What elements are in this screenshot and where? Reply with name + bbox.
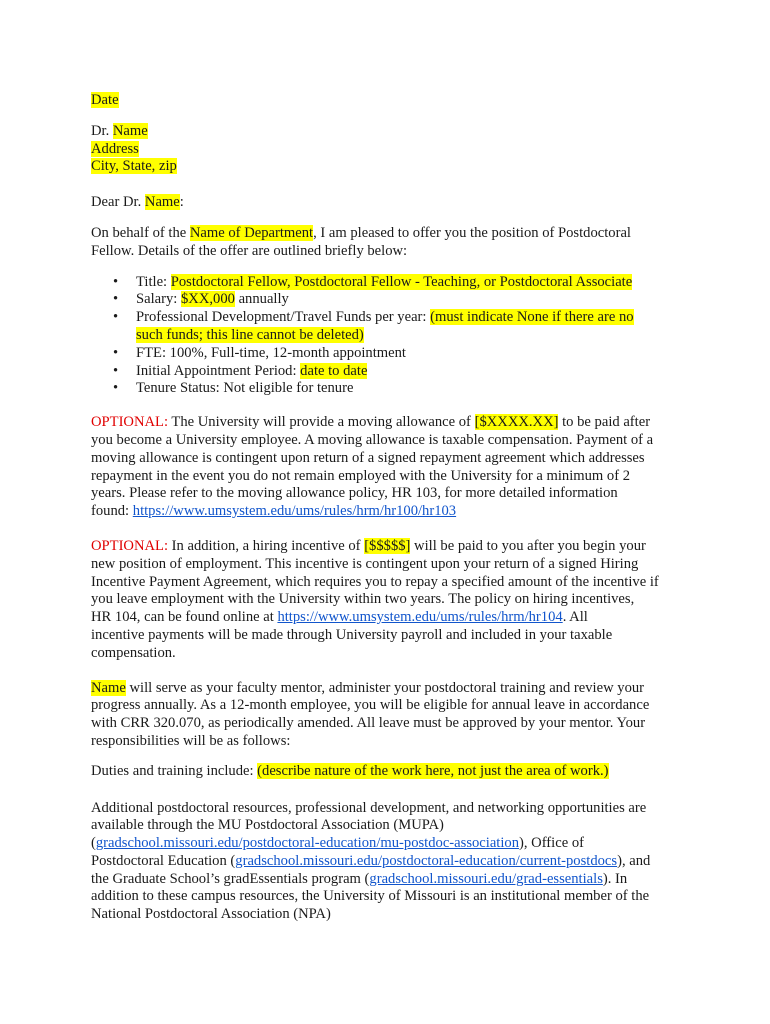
salary-label: Salary: xyxy=(136,291,181,308)
mentor-line-4: responsibilities will be as follows: xyxy=(91,732,291,749)
recipient-name: Name xyxy=(112,122,148,139)
list-item-title xyxy=(91,274,691,292)
list-item-salary xyxy=(91,291,691,309)
moving-text-a: The University will provide a moving allowance of xyxy=(168,414,475,431)
prof-dev-line-2 xyxy=(136,327,691,345)
moving-allowance-paragraph xyxy=(91,414,691,521)
resources-postdoc-ed-text: Postdoctoral Education ( xyxy=(91,852,236,869)
resources-gradessentials-text: the Graduate School’s gradEssentials program ( xyxy=(91,870,370,887)
prof-dev-label: Professional Development/Travel Funds per year: xyxy=(136,309,431,326)
moving-line-2: you become a University employee. A moving allowance is taxable compensation. Payment of a xyxy=(91,431,654,448)
intro-text-a: On behalf of the xyxy=(91,224,190,241)
intro-text-b: , I am pleased to offer you the position of Postdoctoral xyxy=(313,224,631,241)
mentor-line-3: with CRR 320.070, as periodically amended. All leave must be approved by your mentor. Your xyxy=(91,715,646,732)
salary-suffix: annually xyxy=(234,291,289,308)
resources-line-5 xyxy=(91,871,691,889)
bullet-glyph: • xyxy=(113,273,119,290)
appointment-label: Initial Appointment Period: xyxy=(136,362,301,379)
mupa-link[interactable]: gradschool.missouri.edu/postdoctoral-education/mu-postdoc-association xyxy=(95,835,520,852)
hiring-line-4: you leave employment with the University within two years. The policy on hiring incentives, xyxy=(91,591,635,608)
hiring-line-1 xyxy=(91,538,691,556)
hiring-line-3: Incentive Payment Agreement, which requires you to repay a specified amount of the incentive if xyxy=(91,573,659,590)
resources-line-1: Additional postdoctoral resources, professional development, and networking opportunities are xyxy=(91,799,647,816)
recipient-city-line xyxy=(91,158,691,176)
resources-office-text: ), Office of xyxy=(519,835,584,852)
moving-line-3: moving allowance is contingent upon return of a signed repayment agreement which addresses xyxy=(91,449,645,466)
bullet-glyph: • xyxy=(113,291,119,308)
duties-line xyxy=(91,763,691,781)
bullet-glyph: • xyxy=(113,362,119,379)
hiring-line-5 xyxy=(91,609,691,627)
recipient-block xyxy=(91,123,691,176)
list-item-prof-dev xyxy=(91,309,691,345)
fte-text: FTE: 100%, Full-time, 12-month appointment xyxy=(136,344,406,361)
tenure-text: Tenure Status: Not eligible for tenure xyxy=(136,380,354,397)
moving-text-b: to be paid after xyxy=(558,414,651,431)
offer-details-list xyxy=(91,274,691,399)
mentor-text-a: will serve as your faculty mentor, administer your postdoctoral training and review your xyxy=(125,679,645,696)
offer-letter xyxy=(91,92,691,924)
moving-line-5: years. Please refer to the moving allowance policy, HR 103, for more detailed information xyxy=(91,485,618,502)
date-placeholder: Date xyxy=(91,92,119,108)
list-item-appointment xyxy=(91,363,691,381)
intro-paragraph xyxy=(91,225,691,261)
salutation-name: Name xyxy=(144,194,180,211)
salutation-prefix: Dear Dr. xyxy=(91,194,145,211)
moving-line-6 xyxy=(91,503,691,521)
duties-label: Duties and training include: xyxy=(91,762,258,779)
recipient-address: Address xyxy=(91,140,139,157)
title-value-alternatives: , Postdoctoral Fellow - Teaching, or Postdoctoral Associate xyxy=(286,273,633,290)
salary-value: $XX,000 xyxy=(181,291,235,308)
mentor-paragraph xyxy=(91,680,691,751)
hiring-text-d: . All xyxy=(562,609,588,626)
title-value xyxy=(171,274,632,290)
salutation-colon: : xyxy=(179,194,184,211)
hiring-line-2: new position of employment. This incentive is contingent upon your return of a signed Hiring xyxy=(91,555,639,572)
resources-line-4 xyxy=(91,853,691,871)
date-line xyxy=(91,92,691,110)
hiring-incentive-paragraph xyxy=(91,538,691,663)
appointment-value: date to date xyxy=(300,362,368,379)
resources-line-3 xyxy=(91,835,691,853)
moving-amount: [$XXXX.XX] xyxy=(474,414,559,431)
hr103-link[interactable]: https://www.umsystem.edu/ums/rules/hrm/hr100/hr103 xyxy=(132,503,457,520)
resources-line-7: National Postdoctoral Association (NPA) xyxy=(91,906,331,923)
prof-dev-note-1: (must indicate None if there are no xyxy=(430,309,634,326)
title-label: Title: xyxy=(136,273,171,290)
hiring-line-6: incentive payments will be made through University payroll and included in your taxable xyxy=(91,626,613,643)
hiring-text-b: will be paid to you after you begin your xyxy=(410,537,646,554)
title-value-primary: Postdoctoral Fellow xyxy=(170,273,287,290)
moving-line-4: repayment in the event you do not remain employed with the University for a minimum of 2 xyxy=(91,467,631,484)
intro-line-2: Fellow. Details of the offer are outlined briefly below: xyxy=(91,242,408,259)
recipient-city-state-zip: City, State, zip xyxy=(91,158,177,175)
resources-paren-open: ( xyxy=(91,835,96,852)
hiring-line-7: compensation. xyxy=(91,644,176,661)
recipient-name-line xyxy=(91,123,691,141)
salutation xyxy=(91,194,691,212)
current-postdocs-link[interactable]: gradschool.missouri.edu/postdoctoral-education/current-postdocs xyxy=(235,852,618,869)
prof-dev-note-2: such funds; this line cannot be deleted) xyxy=(136,326,364,343)
resources-in-text: ). In xyxy=(602,870,628,887)
hiring-text-c: HR 104, can be found online at xyxy=(91,609,278,626)
list-item-tenure xyxy=(91,380,691,398)
optional-label: OPTIONAL: xyxy=(91,537,169,554)
intro-line-1 xyxy=(91,225,691,243)
hiring-amount: [$$$$$] xyxy=(364,537,411,554)
resources-line-2: available through the MU Postdoctoral Association (MUPA) xyxy=(91,817,444,834)
bullet-glyph: • xyxy=(113,380,119,397)
resources-paragraph xyxy=(91,800,691,925)
recipient-address-line xyxy=(91,141,691,159)
mentor-line-1 xyxy=(91,680,691,698)
moving-line-1 xyxy=(91,414,691,432)
moving-found-label: found: xyxy=(91,503,133,520)
hr104-link[interactable]: https://www.umsystem.edu/ums/rules/hrm/hr104 xyxy=(277,609,563,626)
hiring-text-a: In addition, a hiring incentive of xyxy=(168,537,365,554)
recipient-prefix: Dr. xyxy=(91,122,113,139)
grad-essentials-link[interactable]: gradschool.missouri.edu/grad-essentials xyxy=(369,870,603,887)
resources-and-text: ), and xyxy=(617,852,651,869)
resources-line-6: addition to these campus resources, the University of Missouri is an institutional member of the xyxy=(91,888,650,905)
list-item-fte xyxy=(91,345,691,363)
bullet-glyph: • xyxy=(113,344,119,361)
mentor-line-2: progress annually. As a 12-month employee, you will be eligible for annual leave in accordance xyxy=(91,697,650,714)
optional-label: OPTIONAL: xyxy=(91,414,169,431)
mentor-name: Name xyxy=(91,679,126,696)
duties-value: (describe nature of the work here, not just the area of work.) xyxy=(257,762,609,779)
department-name: Name of Department xyxy=(189,224,314,241)
prof-dev-line-1 xyxy=(136,309,691,327)
bullet-glyph: • xyxy=(113,309,119,326)
